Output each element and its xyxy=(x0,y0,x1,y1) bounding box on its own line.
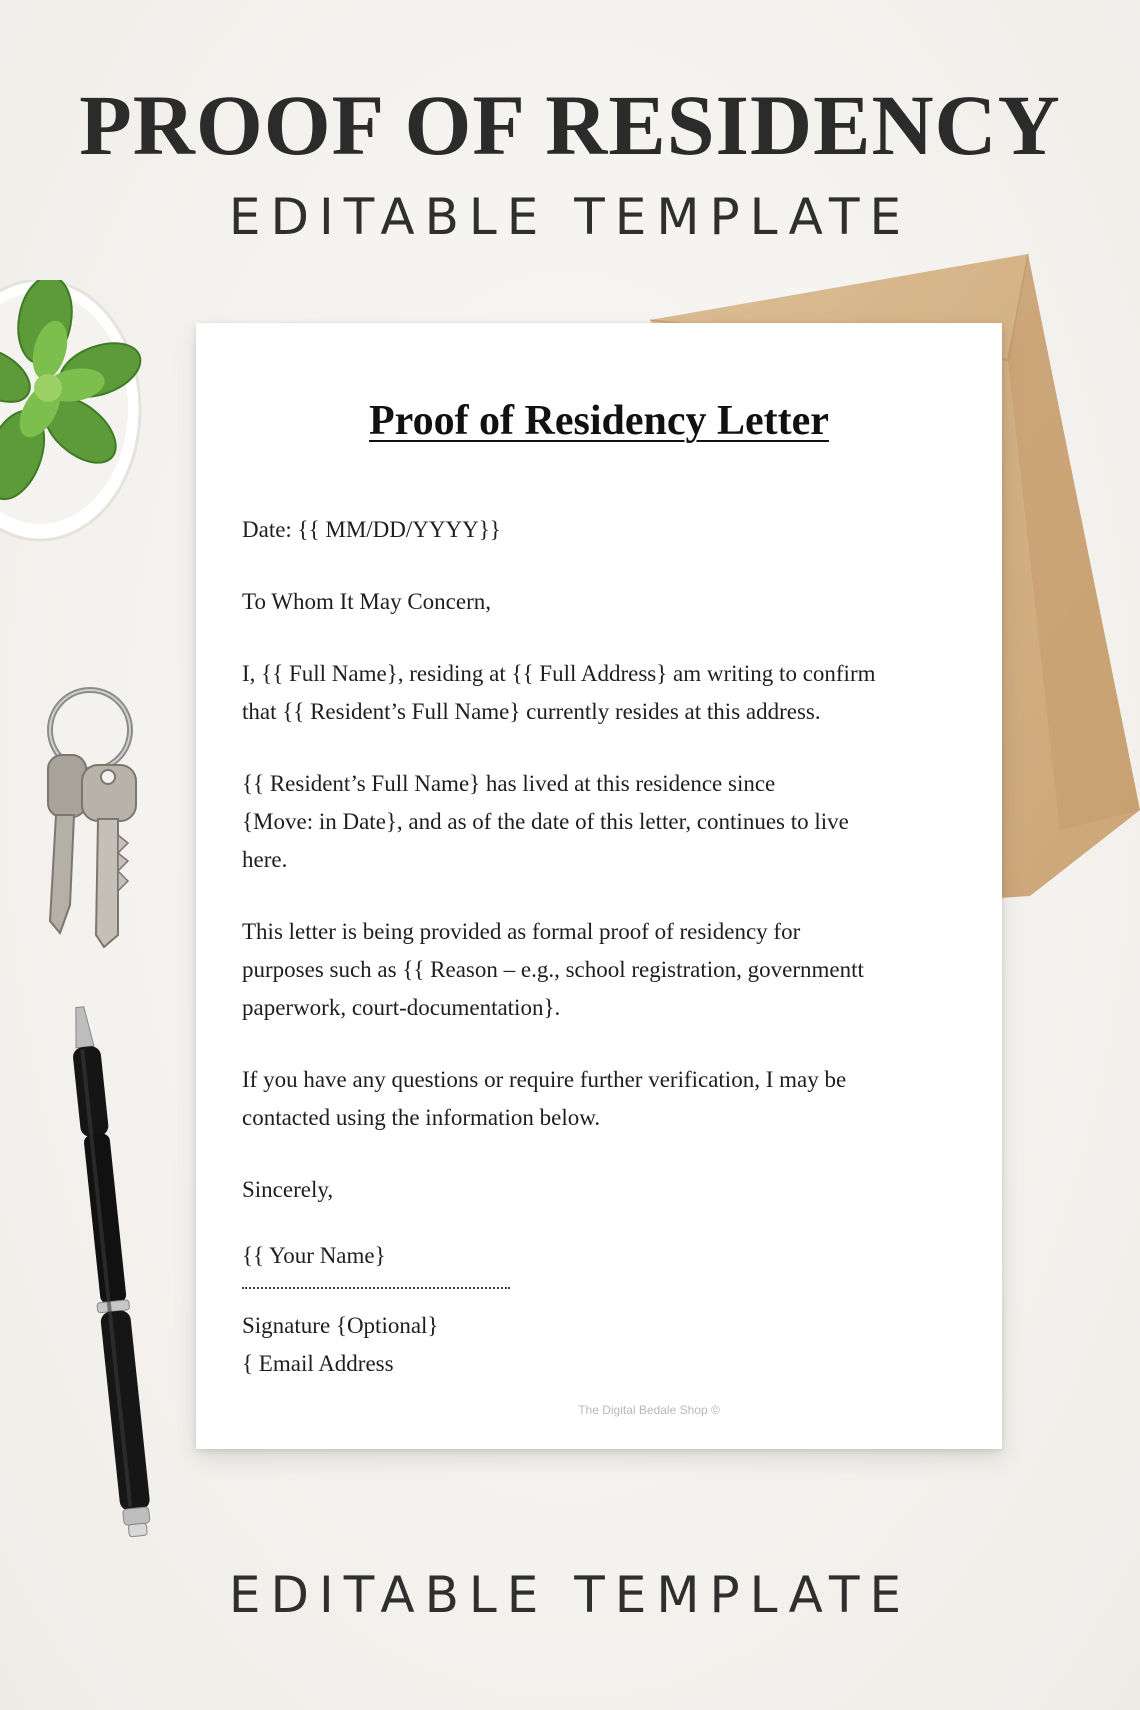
paragraph-line: paperwork, court-documentation}. xyxy=(242,995,561,1020)
footer-label: EDITABLE TEMPLATE xyxy=(228,1566,912,1624)
date-line: Date: {{ MM/DD/YYYY}} xyxy=(242,517,501,542)
paragraph-line: purposes such as {{ Reason – e.g., school registration, governmentt xyxy=(242,957,864,982)
headline-title: PROOF OF RESIDENCY xyxy=(79,77,1061,173)
ballpoint-pen-icon xyxy=(60,1005,170,1545)
paragraph-purpose xyxy=(242,913,962,1027)
paragraph-line: {Move: in Date}, and as of the date of this letter, continues to live xyxy=(242,809,849,834)
succulent-plant-icon xyxy=(0,280,160,570)
paragraph-line: I, {{ Full Name}, residing at {{ Full Address} am writing to confirm xyxy=(242,661,876,686)
email-placeholder: { Email Address xyxy=(242,1351,394,1376)
paragraph-line: that {{ Resident’s Full Name} currently resides at this address. xyxy=(242,699,821,724)
headline-subtitle: EDITABLE TEMPLATE xyxy=(228,188,912,246)
letter-title: Proof of Residency Letter xyxy=(369,398,829,444)
paragraph-line: contacted using the information below. xyxy=(242,1105,601,1130)
letter-body xyxy=(242,511,962,1383)
paragraph-duration xyxy=(242,765,962,879)
shop-watermark: The Digital Bedale Shop © xyxy=(578,1403,720,1417)
paragraph-contact xyxy=(242,1061,962,1137)
paragraph-line: If you have any questions or require further verification, I may be xyxy=(242,1067,847,1092)
signature-placeholder: Signature {Optional} xyxy=(242,1313,439,1338)
signature-line xyxy=(242,1287,510,1289)
letter-sheet xyxy=(196,323,1002,1449)
paragraph-confirmation xyxy=(242,655,962,731)
greeting: To Whom It May Concern, xyxy=(242,589,492,614)
paragraph-line: here. xyxy=(242,847,288,872)
paragraph-line: This letter is being provided as formal proof of residency for xyxy=(242,919,801,944)
paragraph-line: {{ Resident’s Full Name} has lived at this residence since xyxy=(242,771,776,796)
house-keys-icon xyxy=(30,685,160,955)
your-name-placeholder: {{ Your Name} xyxy=(242,1243,386,1268)
closing: Sincerely, xyxy=(242,1177,334,1202)
